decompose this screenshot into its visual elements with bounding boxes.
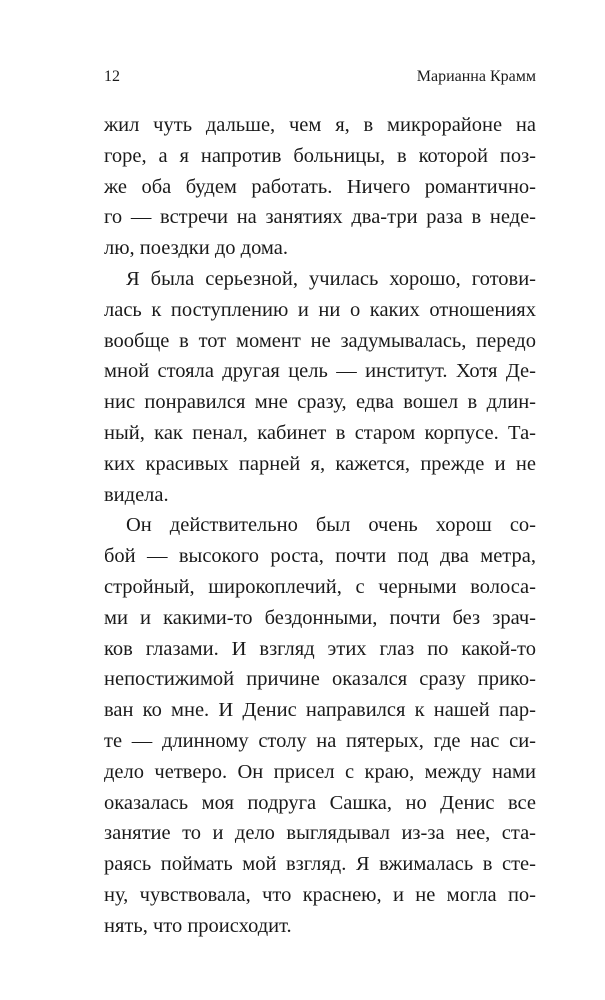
page-number: 12 (104, 68, 120, 85)
text-line: те — длинному столу на пятерых, где нас си- (104, 729, 536, 752)
page-body-text (104, 110, 536, 942)
running-header (104, 68, 536, 86)
text-line: вообще в тот момент не задумывалась, передо (104, 329, 536, 352)
text-line: же оба будем работать. Ничего романтично- (104, 175, 536, 198)
text-line: горе, а я напротив больницы, в которой поз- (104, 144, 536, 167)
text-line: Он действительно был очень хорош со- (126, 514, 536, 537)
text-line: оказалась моя подруга Сашка, но Денис все (104, 791, 536, 814)
text-line: нять, что происходит. (104, 914, 292, 937)
text-line: ный, как пенал, кабинет в старом корпусе. Та- (104, 421, 536, 444)
text-line: жил чуть дальше, чем я, в микрорайоне на (104, 114, 536, 136)
text-line: ких красивых парней я, кажется, прежде и не (104, 452, 536, 475)
text-line: занятие то и дело выглядывал из-за нее, ста- (104, 822, 536, 845)
text-line: лась к поступлению и ни о каких отношениях (104, 298, 536, 321)
author-name: Марианна Крамм (416, 68, 536, 85)
text-line: нис понравился мне сразу, едва вошел в длин- (104, 391, 536, 414)
text-line: стройный, широкоплечий, с черными волоса- (104, 575, 536, 598)
text-line: ну, чувствовала, что краснею, и не могла по- (104, 883, 536, 906)
text-line: ми и какими-то бездонными, почти без зрач- (104, 606, 536, 629)
text-line: видела. (104, 483, 169, 506)
text-line: мной стояла другая цель — институт. Хотя Де- (104, 360, 536, 383)
text-line: Я была серьезной, училась хорошо, готови- (126, 267, 536, 290)
text-line: ван ко мне. И Денис направился к нашей пар- (104, 699, 536, 722)
text-line: го — встречи на занятиях два-три раза в неде- (104, 206, 536, 229)
text-line: ков глазами. И взгляд этих глаз по какой-то (104, 637, 536, 660)
text-line: бой — высокого роста, почти под два метра, (104, 545, 536, 568)
text-line: раясь поймать мой взгляд. Я вжималась в сте- (104, 853, 536, 876)
text-line: дело четверо. Он присел с краю, между нами (104, 760, 536, 783)
text-line: непостижимой причине оказался сразу прико- (104, 668, 536, 691)
text-line: лю, поездки до дома. (104, 237, 288, 260)
